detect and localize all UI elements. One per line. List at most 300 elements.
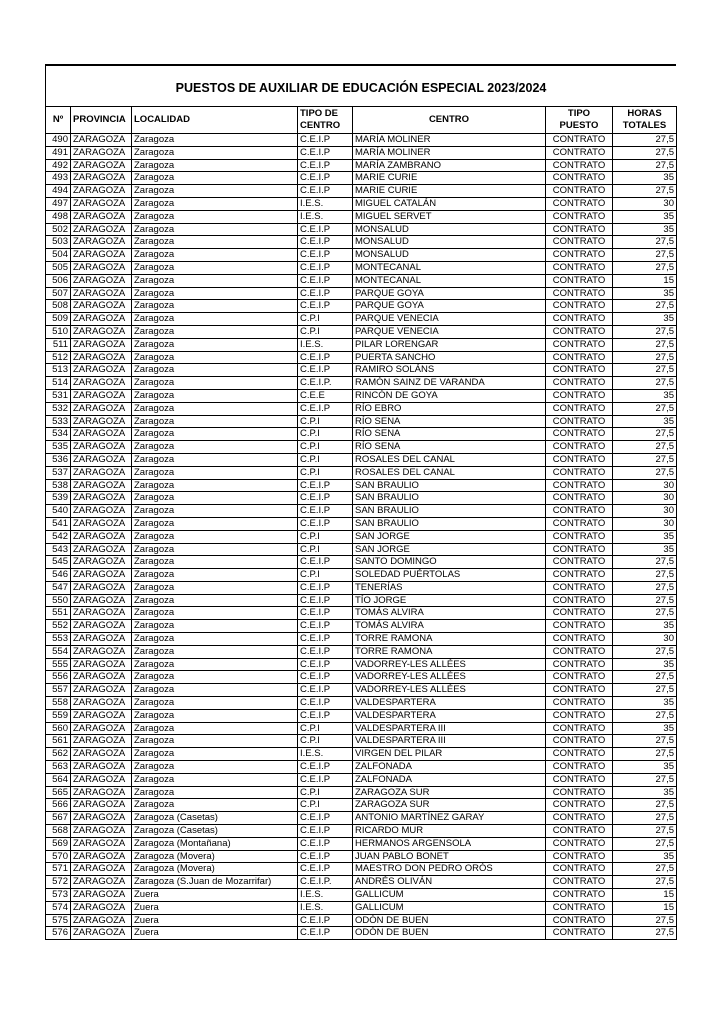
cell-centro: MIGUEL SERVET <box>353 210 546 223</box>
cell-horas: 35 <box>613 658 677 671</box>
table-row <box>46 709 677 722</box>
table-row <box>46 671 677 684</box>
table-row <box>46 645 677 658</box>
cell-tipo-centro: I.E.S. <box>298 901 353 914</box>
cell-provincia: ZARAGOZA <box>71 569 132 582</box>
cell-centro: PUERTA SANCHO <box>353 351 546 364</box>
cell-horas: 27,5 <box>613 134 677 147</box>
cell-num: 513 <box>46 364 71 377</box>
cell-num: 567 <box>46 812 71 825</box>
table-row <box>46 313 677 326</box>
cell-provincia: ZARAGOZA <box>71 389 132 402</box>
table-row <box>46 722 677 735</box>
cell-num: 493 <box>46 172 71 185</box>
cell-provincia: ZARAGOZA <box>71 633 132 646</box>
cell-tipo-puesto: CONTRATO <box>546 607 613 620</box>
cell-tipo-puesto: CONTRATO <box>546 300 613 313</box>
cell-localidad: Zuera <box>132 889 298 902</box>
cell-num: 540 <box>46 505 71 518</box>
cell-tipo-centro: C.E.I.P <box>298 709 353 722</box>
table-row <box>46 223 677 236</box>
cell-centro: RÍO SENA <box>353 441 546 454</box>
cell-centro: ANTONIO MARTÍNEZ GARAY <box>353 812 546 825</box>
cell-centro: PARQUE GOYA <box>353 287 546 300</box>
cell-num: 494 <box>46 185 71 198</box>
table-row <box>46 889 677 902</box>
table-row <box>46 134 677 147</box>
cell-tipo-puesto: CONTRATO <box>546 569 613 582</box>
cell-centro: GALLICUM <box>353 889 546 902</box>
cell-centro: VALDESPARTERA <box>353 697 546 710</box>
cell-provincia: ZARAGOZA <box>71 543 132 556</box>
table-row <box>46 492 677 505</box>
cell-tipo-puesto: CONTRATO <box>546 837 613 850</box>
cell-localidad: Zaragoza <box>132 645 298 658</box>
table-row <box>46 236 677 249</box>
cell-num: 541 <box>46 517 71 530</box>
cell-horas: 27,5 <box>613 914 677 927</box>
cell-horas: 27,5 <box>613 377 677 390</box>
cell-tipo-puesto: CONTRATO <box>546 658 613 671</box>
table-row <box>46 517 677 530</box>
cell-num: 505 <box>46 261 71 274</box>
table-row <box>46 607 677 620</box>
cell-centro: MARÍA ZAMBRANO <box>353 159 546 172</box>
cell-localidad: Zaragoza <box>132 453 298 466</box>
cell-horas: 27,5 <box>613 146 677 159</box>
cell-centro: ODÓN DE BUEN <box>353 927 546 940</box>
cell-tipo-puesto: CONTRATO <box>546 786 613 799</box>
table-row <box>46 274 677 287</box>
cell-tipo-centro: C.E.I.P <box>298 274 353 287</box>
cell-tipo-puesto: CONTRATO <box>546 210 613 223</box>
cell-provincia: ZARAGOZA <box>71 223 132 236</box>
cell-localidad: Zaragoza <box>132 543 298 556</box>
cell-provincia: ZARAGOZA <box>71 274 132 287</box>
cell-horas: 15 <box>613 274 677 287</box>
cell-localidad: Zaragoza <box>132 441 298 454</box>
cell-tipo-centro: C.E.I.P <box>298 300 353 313</box>
header-centro: CENTRO <box>353 107 546 134</box>
cell-tipo-puesto: CONTRATO <box>546 799 613 812</box>
table-row <box>46 697 677 710</box>
cell-tipo-centro: C.E.I.P <box>298 402 353 415</box>
cell-tipo-centro: I.E.S. <box>298 197 353 210</box>
cell-centro: TOMÁS ALVIRA <box>353 607 546 620</box>
table-row <box>46 876 677 889</box>
cell-horas: 27,5 <box>613 428 677 441</box>
cell-tipo-centro: C.P.I <box>298 569 353 582</box>
cell-horas: 27,5 <box>613 159 677 172</box>
cell-num: 537 <box>46 466 71 479</box>
cell-centro: PARQUE GOYA <box>353 300 546 313</box>
cell-localidad: Zaragoza <box>132 134 298 147</box>
cell-horas: 35 <box>613 287 677 300</box>
document <box>45 64 676 940</box>
cell-provincia: ZARAGOZA <box>71 325 132 338</box>
cell-provincia: ZARAGOZA <box>71 556 132 569</box>
cell-centro: ZARAGOZA SUR <box>353 799 546 812</box>
cell-centro: ZARAGOZA SUR <box>353 786 546 799</box>
cell-tipo-centro: C.E.I.P <box>298 863 353 876</box>
cell-centro: TORRE RAMONA <box>353 645 546 658</box>
cell-localidad: Zaragoza <box>132 249 298 262</box>
cell-localidad: Zaragoza <box>132 748 298 761</box>
cell-num: 576 <box>46 927 71 940</box>
cell-provincia: ZARAGOZA <box>71 415 132 428</box>
cell-localidad: Zaragoza <box>132 799 298 812</box>
cell-centro: MARÍA MOLINER <box>353 134 546 147</box>
cell-localidad: Zaragoza <box>132 223 298 236</box>
cell-provincia: ZARAGOZA <box>71 338 132 351</box>
cell-tipo-puesto: CONTRATO <box>546 748 613 761</box>
cell-num: 565 <box>46 786 71 799</box>
cell-centro: RINCÓN DE GOYA <box>353 389 546 402</box>
cell-horas: 27,5 <box>613 671 677 684</box>
cell-tipo-centro: C.E.I.P <box>298 261 353 274</box>
cell-provincia: ZARAGOZA <box>71 837 132 850</box>
cell-num: 573 <box>46 889 71 902</box>
table-row <box>46 863 677 876</box>
cell-localidad: Zaragoza <box>132 351 298 364</box>
cell-horas: 35 <box>613 543 677 556</box>
cell-localidad: Zaragoza <box>132 697 298 710</box>
cell-horas: 30 <box>613 492 677 505</box>
cell-provincia: ZARAGOZA <box>71 671 132 684</box>
cell-tipo-puesto: CONTRATO <box>546 914 613 927</box>
cell-horas: 27,5 <box>613 581 677 594</box>
cell-localidad: Zaragoza <box>132 364 298 377</box>
cell-localidad: Zaragoza <box>132 530 298 543</box>
cell-tipo-puesto: CONTRATO <box>546 684 613 697</box>
header-localidad: LOCALIDAD <box>132 107 298 134</box>
cell-tipo-centro: C.E.I.P <box>298 684 353 697</box>
cell-provincia: ZARAGOZA <box>71 620 132 633</box>
cell-num: 547 <box>46 581 71 594</box>
header-tipo-centro-line2: CENTRO <box>300 120 341 131</box>
cell-localidad: Zaragoza <box>132 505 298 518</box>
cell-horas: 27,5 <box>613 748 677 761</box>
cell-tipo-centro: C.E.I.P <box>298 645 353 658</box>
cell-localidad: Zaragoza <box>132 671 298 684</box>
cell-tipo-puesto: CONTRATO <box>546 530 613 543</box>
cell-horas: 35 <box>613 389 677 402</box>
cell-num: 508 <box>46 300 71 313</box>
cell-horas: 35 <box>613 697 677 710</box>
cell-provincia: ZARAGOZA <box>71 146 132 159</box>
header-tipo-puesto-line1: TIPO <box>567 108 591 119</box>
cell-tipo-centro: C.P.I <box>298 453 353 466</box>
table-row <box>46 812 677 825</box>
cell-localidad: Zuera <box>132 914 298 927</box>
table-row <box>46 479 677 492</box>
table-row <box>46 249 677 262</box>
table-row <box>46 377 677 390</box>
cell-horas: 27,5 <box>613 261 677 274</box>
cell-localidad: Zaragoza <box>132 172 298 185</box>
cell-tipo-centro: C.E.I.P <box>298 594 353 607</box>
table-row <box>46 786 677 799</box>
cell-tipo-centro: C.E.I.P <box>298 364 353 377</box>
cell-horas: 35 <box>613 530 677 543</box>
cell-horas: 35 <box>613 850 677 863</box>
cell-horas: 35 <box>613 172 677 185</box>
cell-num: 570 <box>46 850 71 863</box>
cell-num: 543 <box>46 543 71 556</box>
cell-horas: 35 <box>613 786 677 799</box>
cell-num: 572 <box>46 876 71 889</box>
cell-num: 531 <box>46 389 71 402</box>
header-horas <box>613 107 677 134</box>
cell-centro: RICARDO MUR <box>353 825 546 838</box>
cell-tipo-puesto: CONTRATO <box>546 697 613 710</box>
cell-tipo-centro: C.E.I.P <box>298 697 353 710</box>
cell-num: 512 <box>46 351 71 364</box>
cell-tipo-centro: C.E.I.P <box>298 351 353 364</box>
table-row <box>46 850 677 863</box>
cell-localidad: Zaragoza <box>132 492 298 505</box>
cell-tipo-puesto: CONTRATO <box>546 505 613 518</box>
cell-tipo-puesto: CONTRATO <box>546 325 613 338</box>
cell-localidad: Zaragoza <box>132 581 298 594</box>
cell-centro: SAN BRAULIO <box>353 479 546 492</box>
cell-localidad: Zaragoza <box>132 236 298 249</box>
cell-localidad: Zaragoza <box>132 159 298 172</box>
cell-centro: TENERÍAS <box>353 581 546 594</box>
cell-provincia: ZARAGOZA <box>71 159 132 172</box>
cell-horas: 27,5 <box>613 569 677 582</box>
table-row <box>46 825 677 838</box>
table-row <box>46 684 677 697</box>
cell-tipo-centro: C.E.I.P <box>298 479 353 492</box>
page-title: PUESTOS DE AUXILIAR DE EDUCACIÓN ESPECIAL 2023/2024 <box>45 64 676 106</box>
cell-tipo-centro: C.P.I <box>298 441 353 454</box>
cell-tipo-centro: C.E.I.P <box>298 914 353 927</box>
cell-tipo-puesto: CONTRATO <box>546 287 613 300</box>
cell-tipo-centro: C.E.I.P <box>298 773 353 786</box>
cell-tipo-puesto: CONTRATO <box>546 415 613 428</box>
cell-centro: PILAR LORENGAR <box>353 338 546 351</box>
cell-horas: 27,5 <box>613 556 677 569</box>
cell-localidad: Zaragoza <box>132 735 298 748</box>
cell-tipo-puesto: CONTRATO <box>546 223 613 236</box>
cell-horas: 27,5 <box>613 364 677 377</box>
cell-localidad: Zaragoza <box>132 709 298 722</box>
cell-provincia: ZARAGOZA <box>71 517 132 530</box>
table-row <box>46 901 677 914</box>
cell-tipo-puesto: CONTRATO <box>546 825 613 838</box>
cell-localidad: Zuera <box>132 927 298 940</box>
cell-centro: ZALFONADA <box>353 773 546 786</box>
cell-horas: 27,5 <box>613 876 677 889</box>
table-row <box>46 773 677 786</box>
cell-centro: ROSALES DEL CANAL <box>353 453 546 466</box>
cell-centro: PARQUE VENECIA <box>353 325 546 338</box>
cell-localidad: Zaragoza <box>132 210 298 223</box>
cell-num: 506 <box>46 274 71 287</box>
cell-tipo-puesto: CONTRATO <box>546 876 613 889</box>
cell-tipo-centro: C.P.I <box>298 428 353 441</box>
cell-centro: RÍO SENA <box>353 428 546 441</box>
cell-provincia: ZARAGOZA <box>71 377 132 390</box>
cell-centro: ROSALES DEL CANAL <box>353 466 546 479</box>
cell-provincia: ZARAGOZA <box>71 134 132 147</box>
cell-provincia: ZARAGOZA <box>71 735 132 748</box>
cell-localidad: Zaragoza <box>132 517 298 530</box>
table-row <box>46 197 677 210</box>
table-row <box>46 620 677 633</box>
cell-provincia: ZARAGOZA <box>71 249 132 262</box>
cell-num: 538 <box>46 479 71 492</box>
cell-num: 571 <box>46 863 71 876</box>
cell-num: 545 <box>46 556 71 569</box>
cell-centro: VIRGEN DEL PILAR <box>353 748 546 761</box>
cell-num: 553 <box>46 633 71 646</box>
cell-tipo-centro: C.P.I <box>298 786 353 799</box>
table-row <box>46 415 677 428</box>
cell-centro: SANTO DOMINGO <box>353 556 546 569</box>
cell-tipo-puesto: CONTRATO <box>546 761 613 774</box>
cell-localidad: Zaragoza <box>132 594 298 607</box>
cell-tipo-centro: C.E.I.P <box>298 837 353 850</box>
cell-localidad: Zaragoza <box>132 377 298 390</box>
cell-centro: HERMANOS ARGENSOLA <box>353 837 546 850</box>
cell-num: 558 <box>46 697 71 710</box>
cell-num: 560 <box>46 722 71 735</box>
cell-localidad: Zaragoza <box>132 479 298 492</box>
cell-localidad: Zaragoza <box>132 313 298 326</box>
cell-tipo-puesto: CONTRATO <box>546 389 613 402</box>
cell-tipo-puesto: CONTRATO <box>546 364 613 377</box>
cell-tipo-centro: C.E.I.P <box>298 658 353 671</box>
cell-provincia: ZARAGOZA <box>71 492 132 505</box>
cell-provincia: ZARAGOZA <box>71 607 132 620</box>
cell-centro: VADORREY-LES ALLÉES <box>353 684 546 697</box>
cell-tipo-centro: C.E.I.P <box>298 236 353 249</box>
cell-localidad: Zaragoza <box>132 684 298 697</box>
cell-tipo-centro: C.E.I.P <box>298 850 353 863</box>
cell-provincia: ZARAGOZA <box>71 530 132 543</box>
cell-tipo-puesto: CONTRATO <box>546 709 613 722</box>
cell-centro: MONTECANAL <box>353 274 546 287</box>
cell-provincia: ZARAGOZA <box>71 351 132 364</box>
cell-horas: 27,5 <box>613 773 677 786</box>
cell-tipo-centro: C.E.I.P <box>298 134 353 147</box>
table-row <box>46 633 677 646</box>
table-row <box>46 658 677 671</box>
cell-provincia: ZARAGOZA <box>71 313 132 326</box>
cell-num: 557 <box>46 684 71 697</box>
cell-centro: MARÍA MOLINER <box>353 146 546 159</box>
cell-tipo-centro: C.E.I.P <box>298 146 353 159</box>
cell-provincia: ZARAGOZA <box>71 773 132 786</box>
cell-centro: TOMÁS ALVIRA <box>353 620 546 633</box>
cell-horas: 30 <box>613 197 677 210</box>
cell-provincia: ZARAGOZA <box>71 722 132 735</box>
cell-tipo-puesto: CONTRATO <box>546 479 613 492</box>
cell-tipo-puesto: CONTRATO <box>546 197 613 210</box>
cell-tipo-centro: C.E.I.P <box>298 633 353 646</box>
cell-tipo-puesto: CONTRATO <box>546 338 613 351</box>
header-provincia: PROVINCIA <box>71 107 132 134</box>
cell-tipo-centro: C.E.I.P <box>298 517 353 530</box>
cell-provincia: ZARAGOZA <box>71 441 132 454</box>
cell-horas: 30 <box>613 479 677 492</box>
cell-horas: 27,5 <box>613 453 677 466</box>
cell-horas: 35 <box>613 210 677 223</box>
cell-provincia: ZARAGOZA <box>71 927 132 940</box>
cell-localidad: Zaragoza <box>132 146 298 159</box>
cell-localidad: Zaragoza (Casetas) <box>132 825 298 838</box>
cell-horas: 35 <box>613 620 677 633</box>
cell-tipo-centro: C.E.I.P <box>298 761 353 774</box>
cell-horas: 35 <box>613 223 677 236</box>
cell-tipo-centro: C.P.I <box>298 466 353 479</box>
cell-num: 510 <box>46 325 71 338</box>
cell-tipo-puesto: CONTRATO <box>546 159 613 172</box>
header-horas-line2: TOTALES <box>622 120 667 131</box>
table-row <box>46 748 677 761</box>
cell-num: 556 <box>46 671 71 684</box>
table-row <box>46 761 677 774</box>
cell-localidad: Zaragoza <box>132 466 298 479</box>
cell-num: 536 <box>46 453 71 466</box>
cell-tipo-centro: C.P.I <box>298 530 353 543</box>
table-row <box>46 402 677 415</box>
cell-provincia: ZARAGOZA <box>71 466 132 479</box>
cell-provincia: ZARAGOZA <box>71 748 132 761</box>
cell-provincia: ZARAGOZA <box>71 825 132 838</box>
cell-localidad: Zaragoza <box>132 722 298 735</box>
cell-localidad: Zaragoza <box>132 402 298 415</box>
cell-centro: SAN BRAULIO <box>353 505 546 518</box>
cell-tipo-puesto: CONTRATO <box>546 863 613 876</box>
cell-horas: 27,5 <box>613 338 677 351</box>
cell-localidad: Zaragoza <box>132 185 298 198</box>
cell-tipo-puesto: CONTRATO <box>546 901 613 914</box>
cell-localidad: Zaragoza <box>132 197 298 210</box>
cell-num: 511 <box>46 338 71 351</box>
cell-tipo-puesto: CONTRATO <box>546 671 613 684</box>
table-row <box>46 594 677 607</box>
cell-provincia: ZARAGOZA <box>71 889 132 902</box>
cell-tipo-centro: C.E.I.P <box>298 825 353 838</box>
cell-horas: 27,5 <box>613 594 677 607</box>
cell-horas: 27,5 <box>613 249 677 262</box>
header-tipo-centro-line1: TIPO DE <box>300 108 339 119</box>
cell-horas: 27,5 <box>613 402 677 415</box>
table-row <box>46 799 677 812</box>
cell-num: 497 <box>46 197 71 210</box>
cell-localidad: Zaragoza <box>132 633 298 646</box>
cell-tipo-puesto: CONTRATO <box>546 722 613 735</box>
cell-provincia: ZARAGOZA <box>71 761 132 774</box>
positions-table <box>45 106 677 940</box>
table-row <box>46 172 677 185</box>
cell-centro: RAMÓN SAINZ DE VARANDA <box>353 377 546 390</box>
cell-num: 535 <box>46 441 71 454</box>
cell-num: 502 <box>46 223 71 236</box>
table-row <box>46 210 677 223</box>
cell-tipo-centro: C.E.I.P <box>298 159 353 172</box>
cell-localidad: Zaragoza <box>132 556 298 569</box>
cell-provincia: ZARAGOZA <box>71 197 132 210</box>
cell-horas: 27,5 <box>613 709 677 722</box>
cell-localidad: Zaragoza <box>132 658 298 671</box>
cell-tipo-puesto: CONTRATO <box>546 351 613 364</box>
cell-centro: SAN BRAULIO <box>353 517 546 530</box>
cell-tipo-puesto: CONTRATO <box>546 543 613 556</box>
